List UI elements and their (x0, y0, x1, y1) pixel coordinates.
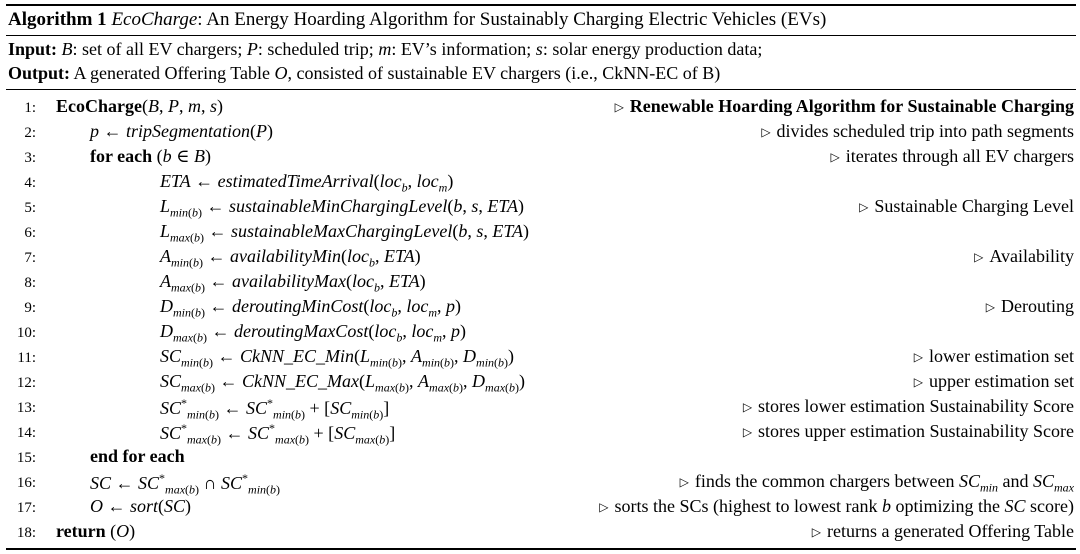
algorithm-line (0, 471, 1080, 496)
line-code: $SC^*_{min(b)}$ ← $SC^*_{min(b)} + [SC_{min(b)}]$ (160, 396, 390, 422)
output-line (8, 63, 720, 84)
algorithm-title-rest: : An Energy Hoarding Algorithm for Sustainably Charging Electric Vehicles (EVs) (197, 9, 827, 30)
algorithm-line (0, 371, 1080, 396)
line-number: 1: (24, 100, 36, 116)
algorithm-line (0, 496, 1080, 521)
line-number: 13: (16, 400, 36, 416)
algorithm-line (0, 296, 1080, 321)
algorithm-line (0, 121, 1080, 146)
bottom-rule (6, 548, 1076, 550)
line-comment: ▷ divides scheduled trip into path segments (761, 121, 1074, 141)
line-comment: ▷ Derouting (985, 296, 1074, 316)
line-code: EcoCharge(B, P, m, s) (56, 96, 223, 116)
line-code: $D_{max(b)}$ ← deroutingMaxCost(loc$_b$, loc$_m$, p) (160, 321, 466, 345)
line-code: $L_{max(b)}$ ← sustainableMaxChargingLevel(b, s, ETA) (160, 221, 530, 245)
line-comment: ▷ sorts the SCs (highest to lowest rank b optimizing the SC score) (599, 496, 1074, 516)
algorithm-line (0, 396, 1080, 421)
line-number: 10: (16, 325, 36, 341)
io-rule (6, 89, 1076, 90)
line-number: 16: (16, 475, 36, 491)
algorithm-name: EcoCharge (111, 9, 198, 30)
algorithm-title (8, 9, 826, 31)
algorithm-line (0, 221, 1080, 246)
line-number: 14: (16, 425, 36, 441)
line-code: end for each (90, 446, 185, 466)
line-number: 15: (16, 450, 36, 466)
line-comment: ▷ returns a generated Offering Table (811, 521, 1074, 541)
output-text: A generated Offering Table O, consisted of sustainable EV chargers (i.e., CkNN-EC of B) (73, 63, 721, 83)
algorithm-line (0, 446, 1080, 471)
line-number: 2: (24, 125, 36, 141)
line-code: ETA ← estimatedTimeArrival(loc$_b$, loc$_m$) (160, 171, 454, 195)
line-code: $SC_{max(b)}$ ← $CkNN\_EC\_Max(L_{max(b)}$, $A_{max(b)}$, $D_{max(b)}$) (160, 371, 526, 395)
line-code: $L_{min(b)}$ ← sustainableMinChargingLevel(b, s, ETA) (160, 196, 525, 220)
line-number: 17: (16, 500, 36, 516)
line-comment: ▷ iterates through all EV chargers (830, 146, 1074, 166)
line-comment: ▷ lower estimation set (913, 346, 1074, 366)
line-comment: ▷ upper estimation set (913, 371, 1074, 391)
line-comment: ▷ stores lower estimation Sustainability Score (742, 396, 1074, 416)
line-code: $SC^*_{max(b)}$ ← $SC^*_{max(b)} + [SC_{max(b)}]$ (160, 421, 396, 447)
line-number: 3: (24, 150, 36, 166)
title-rule (6, 35, 1076, 36)
line-code: $D_{min(b)}$ ← deroutingMinCost(loc$_b$, loc$_m$, p) (160, 296, 462, 320)
algorithm-line (0, 196, 1080, 221)
algorithm-line (0, 246, 1080, 271)
line-code: p ← tripSegmentation(P) (90, 121, 273, 141)
line-number: 7: (24, 250, 36, 266)
input-label: Input: (8, 39, 58, 59)
algorithm-line (0, 321, 1080, 346)
algorithm-line (0, 146, 1080, 171)
input-text: B: set of all EV chargers; P: scheduled trip; m: EV’s information; s: solar energy production data; (61, 39, 763, 59)
algorithm-line (0, 346, 1080, 371)
top-rule (6, 4, 1076, 6)
line-code: return (O) (56, 521, 136, 541)
line-number: 11: (17, 350, 36, 366)
line-comment: ▷ Availability (974, 246, 1074, 266)
line-number: 9: (24, 300, 36, 316)
line-comment: ▷ stores upper estimation Sustainability Score (742, 421, 1074, 441)
algorithm-line (0, 271, 1080, 296)
line-code: $A_{max(b)}$ ← availabilityMax(loc$_b$, ETA) (160, 271, 426, 295)
algorithm-line (0, 521, 1080, 546)
line-code: for each (b ∈ B) (90, 146, 211, 166)
algorithm-line (0, 421, 1080, 446)
line-number: 12: (16, 375, 36, 391)
line-number: 4: (24, 175, 36, 191)
line-code: SC ← $SC^*_{max(b)}$ ∩ $SC^*_{min(b)}$ (90, 471, 281, 497)
algorithm-label: Algorithm 1 (8, 9, 107, 30)
line-comment: ▷ Renewable Hoarding Algorithm for Sustainable Charging (614, 96, 1074, 116)
line-number: 6: (24, 225, 36, 241)
line-number: 18: (16, 525, 36, 541)
line-number: 5: (24, 200, 36, 216)
output-label: Output: (8, 63, 71, 83)
line-code: $A_{min(b)}$ ← availabilityMin(loc$_b$, ETA) (160, 246, 421, 270)
algorithm-line (0, 171, 1080, 196)
line-code: $SC_{min(b)}$ ← $CkNN\_EC\_Min(L_{min(b)}$, $A_{min(b)}$, $D_{min(b)}$) (160, 346, 515, 370)
line-code: O ← sort(SC) (90, 496, 192, 516)
line-number: 8: (24, 275, 36, 291)
algorithm-line (0, 96, 1080, 121)
input-line (8, 39, 762, 60)
line-comment: ▷ Sustainable Charging Level (859, 196, 1074, 216)
line-comment: ▷ finds the common chargers between $SC_{min}$ and $SC_{max}$ (679, 471, 1074, 495)
